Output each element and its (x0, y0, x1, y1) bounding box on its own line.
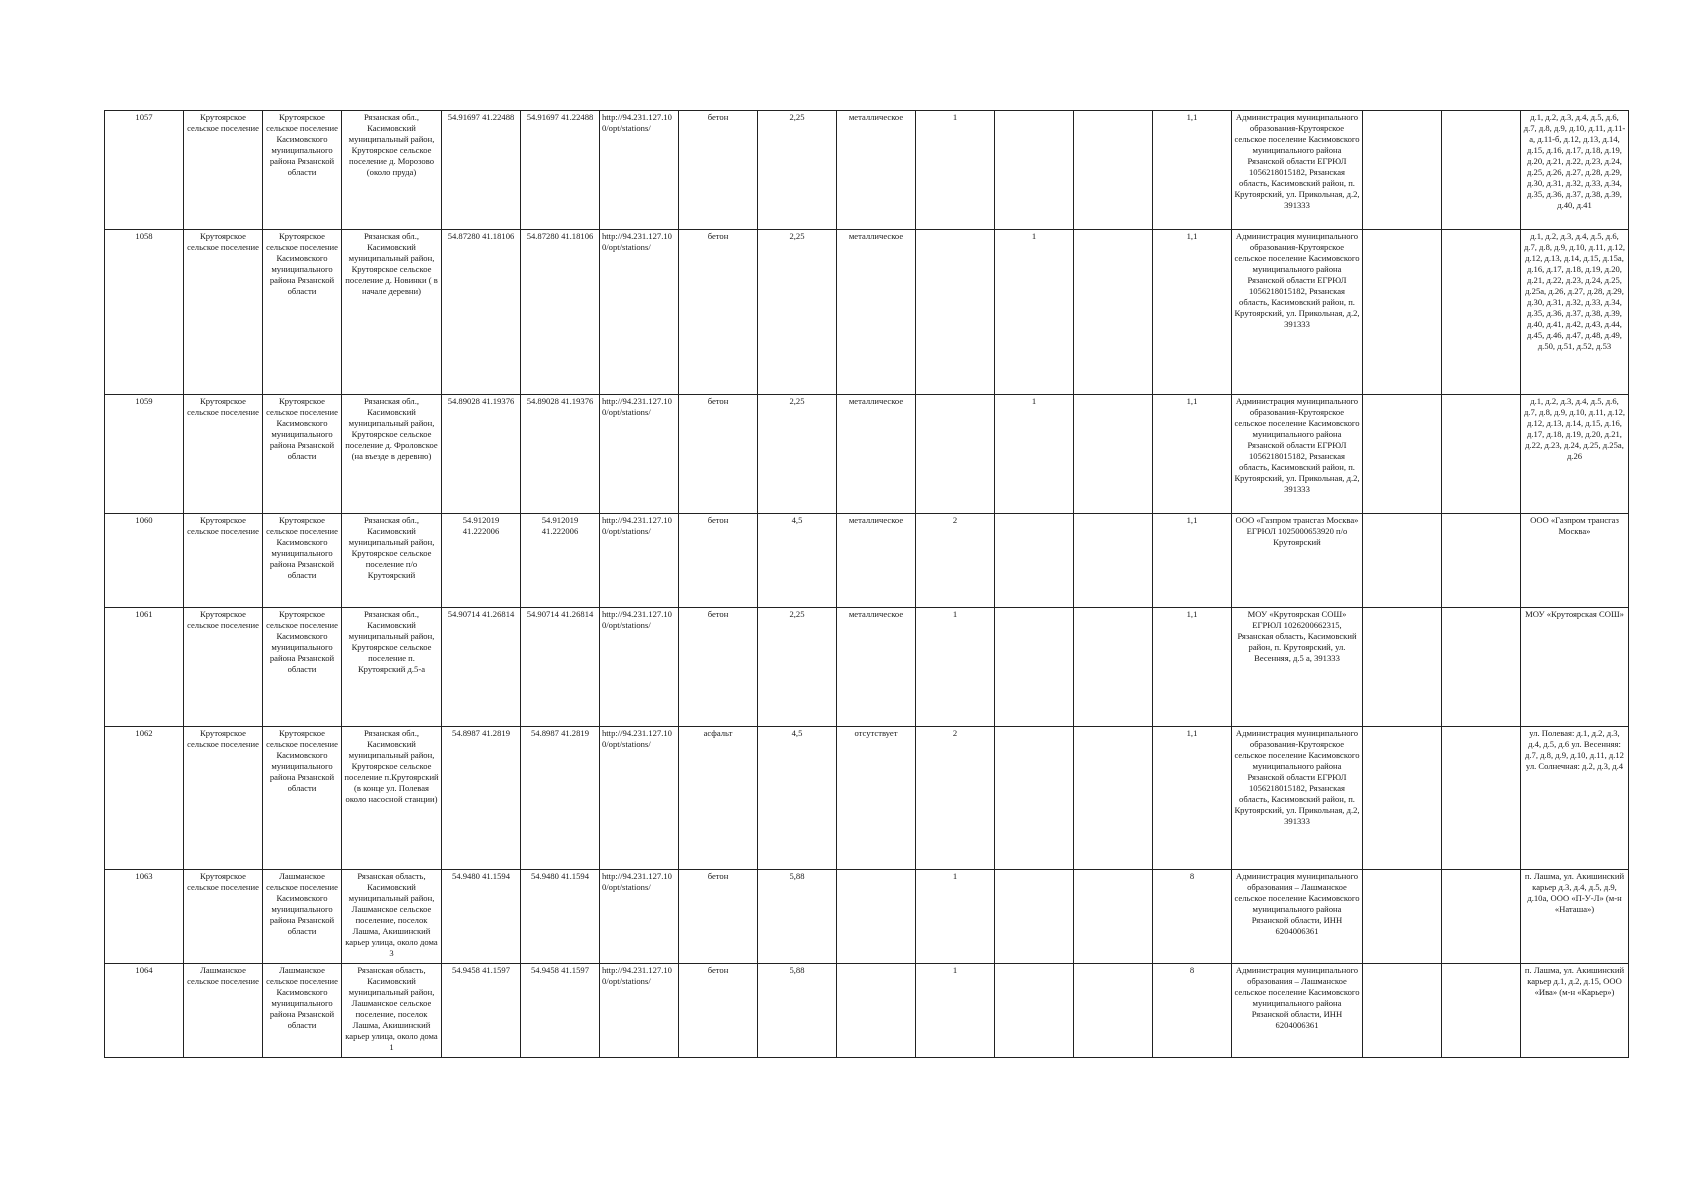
cell-count-c (1074, 727, 1153, 870)
cell-count-a: 1 (916, 964, 995, 1058)
cell-number: 1060 (105, 514, 184, 608)
cell-volume: 1,1 (1153, 608, 1232, 727)
cell-sources: ул. Полевая: д.1, д.2, д.3, д.4, д.5, д.6 ул. Весенняя: д.7, д.8, д.9, д.10, д.11, д.12 ул. Солнечная: д.2, д.3, д.4 (1521, 727, 1629, 870)
cell-latitude: 54.89028 41.19376 (442, 395, 521, 514)
cell-sources: д.1, д.2, д.3, д.4, д.5, д.6, д.7, д.8, д.9, д.10, д.11, д.12, д.12, д.13, д.14, д.15, д.15а, д.16, д.17, д.18, д.19, д.20, д.21, д.22, д.23, д.24, д.25, д.25а, д.26, д.27, д.28, д.29, д.30, д.31, д.32, д.33, д.34, д.35, д.36, д.37, д.38, д.39, д.40, д.41, д.42, д.43, д.44, д.45, д.46, д.47, д.48, д.49, д.50, д.51, д.52, д.53 (1521, 230, 1629, 395)
cell-address: Рязанская обл., Касимовский муниципальный район, Крутоярское сельское поселение п. Крутоярский д.5-а (342, 608, 442, 727)
cell-count-a (916, 230, 995, 395)
cell-area: 2,25 (758, 111, 837, 230)
cell-number: 1064 (105, 964, 184, 1058)
cell-municipality: Крутоярское сельское поселение Касимовского муниципального района Рязанской области (263, 230, 342, 395)
cell-surface: бетон (679, 514, 758, 608)
cell-number: 1059 (105, 395, 184, 514)
cell-address: Рязанская обл., Касимовский муниципальный район, Крутоярское сельское поселение п/о Крутоярский (342, 514, 442, 608)
cell-fence: отсутствует (837, 727, 916, 870)
table-row (105, 964, 1629, 1058)
cell-longitude: 54.89028 41.19376 (521, 395, 600, 514)
cell-surface: бетон (679, 964, 758, 1058)
cell-owner: Администрация муниципального образования – Лашманское сельское поселение Касимовского муниципального района Рязанской области, ИНН 6204006361 (1232, 964, 1363, 1058)
cell-count-c (1074, 230, 1153, 395)
cell-count-b (995, 111, 1074, 230)
cell-address: Рязанская обл., Касимовский муниципальный район, Крутоярское сельское поселение п.Крутоярский (в конце ул. Полевая около насосной станции) (342, 727, 442, 870)
cell-owner: Администрация муниципального образования-Крутоярское сельское поселение Касимовского муниципального района Рязанской области ЕГРЮЛ 1056218015182, Рязанская область, Касимовский район, п. Крутоярский, ул. Прикольная, д.2, 391333 (1232, 230, 1363, 395)
cell-count-c (1074, 608, 1153, 727)
cell-longitude: 54.8987 41.2819 (521, 727, 600, 870)
cell-sources: ООО «Газпром трансгаз Москва» (1521, 514, 1629, 608)
cell-count-a: 1 (916, 870, 995, 964)
cell-settlement: Крутоярское сельское поселение (184, 727, 263, 870)
cell-municipality: Лашманское сельское поселение Касимовского муниципального района Рязанской области (263, 870, 342, 964)
cell-owner: Администрация муниципального образования – Лашманское сельское поселение Касимовского муниципального района Рязанской области, ИНН 6204006361 (1232, 870, 1363, 964)
cell-settlement: Крутоярское сельское поселение (184, 870, 263, 964)
cell-owner: Администрация муниципального образования-Крутоярское сельское поселение Касимовского муниципального района Рязанской области ЕГРЮЛ 1056218015182, Рязанская область, Касимовский район, п. Крутоярский, ул. Прикольная, д.2, 391333 (1232, 727, 1363, 870)
cell-settlement: Крутоярское сельское поселение (184, 608, 263, 727)
cell-url: http://94.231.127.10 0/opt/stations/ (600, 608, 679, 727)
cell-count-a: 1 (916, 111, 995, 230)
cell-count-b (995, 727, 1074, 870)
cell-count-c (1074, 111, 1153, 230)
table-row (105, 514, 1629, 608)
cell-empty (1363, 964, 1442, 1058)
cell-empty (1363, 514, 1442, 608)
cell-volume: 1,1 (1153, 395, 1232, 514)
cell-empty (1363, 395, 1442, 514)
cell-owner: Администрация муниципального образования-Крутоярское сельское поселение Касимовского муниципального района Рязанской области ЕГРЮЛ 1056218015182, Рязанская область, Касимовский район, п. Крутоярский, ул. Прикольная, д.2, 391333 (1232, 111, 1363, 230)
cell-url: http://94.231.127.10 0/opt/stations/ (600, 727, 679, 870)
cell-area: 5,88 (758, 964, 837, 1058)
cell-latitude: 54.9458 41.1597 (442, 964, 521, 1058)
cell-volume: 8 (1153, 870, 1232, 964)
cell-longitude: 54.912019 41.222006 (521, 514, 600, 608)
table-row (105, 111, 1629, 230)
cell-area: 2,25 (758, 395, 837, 514)
cell-empty (1363, 608, 1442, 727)
cell-count-c (1074, 395, 1153, 514)
cell-number: 1057 (105, 111, 184, 230)
cell-volume: 1,1 (1153, 727, 1232, 870)
cell-volume: 1,1 (1153, 111, 1232, 230)
cell-count-c (1074, 870, 1153, 964)
cell-municipality: Крутоярское сельское поселение Касимовского муниципального района Рязанской области (263, 727, 342, 870)
cell-empty (1442, 727, 1521, 870)
cell-surface: бетон (679, 111, 758, 230)
cell-empty (1363, 230, 1442, 395)
cell-address: Рязанская область, Касимовский муниципальный район, Лашманское сельское поселение, поселок Лашма, Акишинский карьер улица, около дома 1 (342, 964, 442, 1058)
cell-municipality: Крутоярское сельское поселение Касимовского муниципального района Рязанской области (263, 111, 342, 230)
cell-number: 1058 (105, 230, 184, 395)
cell-empty (1442, 608, 1521, 727)
cell-area: 2,25 (758, 230, 837, 395)
cell-address: Рязанская обл., Касимовский муниципальный район, Крутоярское сельское поселение д. Новинки ( в начале деревни) (342, 230, 442, 395)
cell-count-b (995, 870, 1074, 964)
cell-address: Рязанская область, Касимовский муниципальный район, Лашманское сельское поселение, поселок Лашма, Акишинский карьер улица, около дома 3 (342, 870, 442, 964)
cell-address: Рязанская обл., Касимовский муниципальный район, Крутоярское сельское поселение д. Морозово (около пруда) (342, 111, 442, 230)
cell-empty (1442, 111, 1521, 230)
cell-fence: металлическое (837, 608, 916, 727)
table-row (105, 727, 1629, 870)
cell-number: 1061 (105, 608, 184, 727)
cell-surface: асфальт (679, 727, 758, 870)
cell-count-a: 2 (916, 514, 995, 608)
cell-url: http://94.231.127.10 0/opt/stations/ (600, 395, 679, 514)
registry-body (105, 111, 1629, 1058)
cell-sources: МОУ «Крутоярская СОШ» (1521, 608, 1629, 727)
cell-latitude: 54.90714 41.26814 (442, 608, 521, 727)
cell-count-b: 1 (995, 230, 1074, 395)
cell-empty (1442, 870, 1521, 964)
cell-owner: Администрация муниципального образования-Крутоярское сельское поселение Касимовского муниципального района Рязанской области ЕГРЮЛ 1056218015182, Рязанская область, Касимовский район, п. Крутоярский, ул. Прикольная, д.2, 391333 (1232, 395, 1363, 514)
cell-empty (1363, 727, 1442, 870)
cell-longitude: 54.91697 41.22488 (521, 111, 600, 230)
cell-count-b (995, 964, 1074, 1058)
cell-fence: металлическое (837, 230, 916, 395)
cell-fence: металлическое (837, 514, 916, 608)
cell-url: http://94.231.127.10 0/opt/stations/ (600, 111, 679, 230)
cell-count-b (995, 514, 1074, 608)
cell-area: 4,5 (758, 727, 837, 870)
cell-settlement: Крутоярское сельское поселение (184, 111, 263, 230)
table-row (105, 608, 1629, 727)
cell-address: Рязанская обл., Касимовский муниципальный район, Крутоярское сельское поселение д. Фроловское (на въезде в деревню) (342, 395, 442, 514)
cell-surface: бетон (679, 395, 758, 514)
cell-fence (837, 964, 916, 1058)
cell-longitude: 54.90714 41.26814 (521, 608, 600, 727)
cell-fence (837, 870, 916, 964)
cell-municipality: Крутоярское сельское поселение Касимовского муниципального района Рязанской области (263, 514, 342, 608)
cell-latitude: 54.9480 41.1594 (442, 870, 521, 964)
cell-surface: бетон (679, 870, 758, 964)
table-row (105, 870, 1629, 964)
cell-count-b: 1 (995, 395, 1074, 514)
cell-count-a: 2 (916, 727, 995, 870)
table-row (105, 230, 1629, 395)
cell-municipality: Крутоярское сельское поселение Касимовского муниципального района Рязанской области (263, 608, 342, 727)
cell-longitude: 54.9458 41.1597 (521, 964, 600, 1058)
cell-volume: 1,1 (1153, 514, 1232, 608)
cell-settlement: Лашманское сельское поселение (184, 964, 263, 1058)
cell-count-c (1074, 964, 1153, 1058)
cell-latitude: 54.8987 41.2819 (442, 727, 521, 870)
cell-fence: металлическое (837, 111, 916, 230)
cell-number: 1063 (105, 870, 184, 964)
cell-empty (1442, 230, 1521, 395)
cell-municipality: Крутоярское сельское поселение Касимовского муниципального района Рязанской области (263, 395, 342, 514)
cell-count-a: 1 (916, 608, 995, 727)
cell-number: 1062 (105, 727, 184, 870)
cell-latitude: 54.91697 41.22488 (442, 111, 521, 230)
cell-url: http://94.231.127.10 0/opt/stations/ (600, 514, 679, 608)
cell-surface: бетон (679, 230, 758, 395)
cell-count-b (995, 608, 1074, 727)
cell-latitude: 54.912019 41.222006 (442, 514, 521, 608)
cell-url: http://94.231.127.10 0/opt/stations/ (600, 964, 679, 1058)
cell-owner: МОУ «Крутоярская СОШ» ЕГРЮЛ 1026200662315, Рязанская область, Касимовский район, п. Крутоярский, ул. Весенняя, д.5 а, 391333 (1232, 608, 1363, 727)
cell-surface: бетон (679, 608, 758, 727)
cell-empty (1442, 514, 1521, 608)
registry-table (104, 110, 1629, 1058)
cell-longitude: 54.87280 41.18106 (521, 230, 600, 395)
cell-sources: п. Лашма, ул. Акишинский карьер д.3, д.4, д.5, д.9, д.10а, ООО «П-У-Л» (м-н «Наташа») (1521, 870, 1629, 964)
cell-url: http://94.231.127.10 0/opt/stations/ (600, 230, 679, 395)
cell-owner: ООО «Газпром трансгаз Москва» ЕГРЮЛ 1025000653920 п/о Крутоярский (1232, 514, 1363, 608)
cell-sources: д.1, д.2, д.3, д.4, д.5, д.6, д.7, д.8, д.9, д.10, д.11, д.11-а, д.11-б, д.12, д.13, д.14, д.15, д.16, д.17, д.18, д.19, д.20, д.21, д.22, д.23, д.24, д.25, д.26, д.27, д.28, д.29, д.30, д.31, д.32, д.33, д.34, д.35, д.36, д.37, д.38, д.39, д.40, д.41 (1521, 111, 1629, 230)
cell-volume: 8 (1153, 964, 1232, 1058)
cell-count-a (916, 395, 995, 514)
cell-settlement: Крутоярское сельское поселение (184, 230, 263, 395)
cell-sources: д.1, д.2, д.3, д.4, д.5, д.6, д.7, д.8, д.9, д.10, д.11, д.12, д.12, д.13, д.14, д.15, д.16, д.17, д.18, д.19, д.20, д.21, д.22, д.23, д.24, д.25, д.25а, д.26 (1521, 395, 1629, 514)
cell-settlement: Крутоярское сельское поселение (184, 395, 263, 514)
cell-empty (1442, 395, 1521, 514)
table-row (105, 395, 1629, 514)
cell-longitude: 54.9480 41.1594 (521, 870, 600, 964)
cell-settlement: Крутоярское сельское поселение (184, 514, 263, 608)
cell-area: 2,25 (758, 608, 837, 727)
cell-area: 5,88 (758, 870, 837, 964)
cell-url: http://94.231.127.10 0/opt/stations/ (600, 870, 679, 964)
cell-area: 4,5 (758, 514, 837, 608)
cell-fence: металлическое (837, 395, 916, 514)
cell-sources: п. Лашма, ул. Акишинский карьер д.1, д.2, д.15, ООО «Ива» (м-н «Карьер») (1521, 964, 1629, 1058)
cell-empty (1363, 870, 1442, 964)
cell-empty (1363, 111, 1442, 230)
cell-municipality: Лашманское сельское поселение Касимовского муниципального района Рязанской области (263, 964, 342, 1058)
cell-volume: 1,1 (1153, 230, 1232, 395)
cell-latitude: 54.87280 41.18106 (442, 230, 521, 395)
cell-empty (1442, 964, 1521, 1058)
cell-count-c (1074, 514, 1153, 608)
